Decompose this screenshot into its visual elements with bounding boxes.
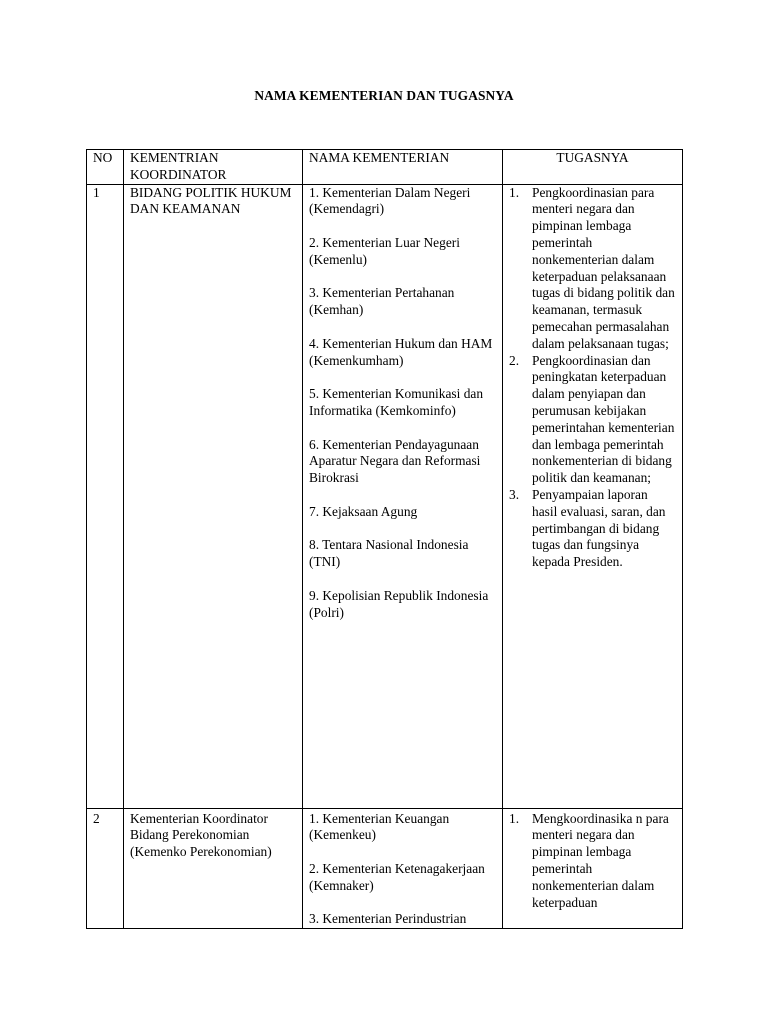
kementerian-item: 1. Kementerian Keuangan (Kemenkeu) [309,810,450,843]
kementerian-item: 6. Kementerian Pendayagunaan Aparatur Negara dan Reformasi Birokrasi [309,436,481,486]
tugas-cell [503,808,683,929]
tugas-cell [503,184,683,808]
header-tugas: TUGASNYA [503,150,683,185]
koordinator-cell: BIDANG POLITIK HUKUM DAN KEAMANAN [124,184,303,808]
tugas-text: Penyampaian laporan hasil evaluasi, saran, dan pertimbangan di bidang tugas dan fungsinya kepada Presiden. [532,486,666,570]
tugas-item [509,185,676,353]
table-header-row [87,150,683,185]
kementerian-item: 2. Kementerian Luar Negeri (Kemenlu) [309,234,460,267]
tugas-list [509,811,676,912]
ministry-table [86,149,683,929]
tugas-number: 1. [509,184,520,200]
kementerian-item: 5. Kementerian Komunikasi dan Informatika (Kemkominfo) [309,386,484,418]
kementerian-item: 4. Kementerian Hukum dan HAM (Kemenkumham) [309,335,493,368]
table-row [87,808,683,929]
header-koordinator: KEMENTRIAN KOORDINATOR [124,150,303,185]
koordinator-cell: Kementerian Koordinator Bidang Perekonomian (Kemenko Perekonomian) [124,808,303,929]
header-nama-kementerian: NAMA KEMENTERIAN [303,150,503,185]
kementerian-item: 1. Kementerian Dalam Negeri (Kemendagri) [309,184,471,217]
header-no: NO [87,150,124,185]
tugas-item [509,487,676,571]
tugas-item [509,811,676,912]
kementerian-item: 8. Tentara Nasional Indonesia (TNI) [309,537,469,570]
kementerian-item: 3. Kementerian Perindustrian [309,911,467,927]
kementerian-cell [303,184,503,808]
row-number: 1 [87,184,124,808]
page-title: NAMA KEMENTERIAN DAN TUGASNYA [254,88,514,103]
tugas-list [509,185,676,571]
tugas-number: 3. [509,486,520,502]
kementerian-item: 7. Kejaksaan Agung [309,503,418,519]
kementerian-item: 3. Kementerian Pertahanan (Kemhan) [309,285,455,318]
table-row [87,184,683,808]
tugas-text: Mengkoordinasika n para menteri negara dan pimpinan lembaga pemerintah nonkementerian dalam keterpaduan [532,810,669,910]
tugas-number: 1. [509,810,520,826]
tugas-number: 2. [509,352,520,368]
kementerian-item: 9. Kepolisian Republik Indonesia (Polri) [309,587,489,620]
tugas-item [509,353,676,487]
kementerian-cell [303,808,503,929]
tugas-text: Pengkoordinasian dan peningkatan keterpaduan dalam penyiapan dan perumusan kebijakan pemerintahan kementerian dan lembaga pemerintah nonkementerian di bidang politik dan keamanan; [532,352,675,486]
kementerian-item: 2. Kementerian Ketenagakerjaan (Kemnaker) [309,860,485,893]
tugas-text: Pengkoordinasian para menteri negara dan pimpinan lembaga pemerintah nonkementerian dalam keterpaduan pelaksanaan tugas di bidang politik dan keamanan, termasuk pemecahan permasalahan dalam pelaksanaan tugas; [532,184,675,351]
row-number: 2 [87,808,124,929]
